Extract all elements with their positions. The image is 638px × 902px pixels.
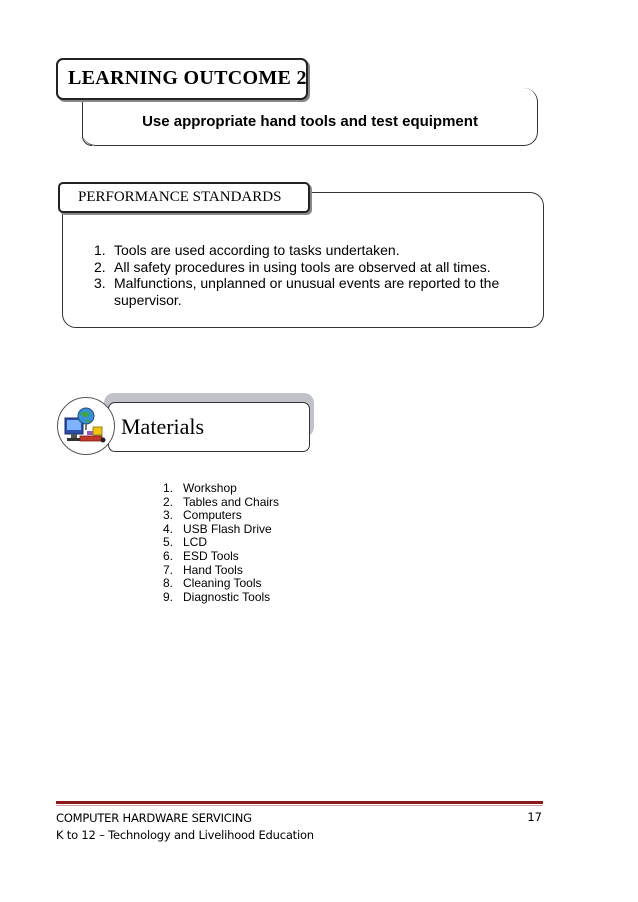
list-item-number: 7. <box>163 562 174 577</box>
list-item <box>163 577 279 591</box>
list-item-number: 1. <box>163 481 174 495</box>
list-item-text: Hand Tools <box>183 562 243 577</box>
footer-rule <box>56 801 543 804</box>
list-item-number: 9. <box>163 589 174 604</box>
list-item-text: Diagnostic Tools <box>183 589 271 604</box>
list-item <box>163 536 279 550</box>
list-item <box>94 275 534 308</box>
performance-standards-list <box>94 242 534 308</box>
page-number: 17 <box>527 810 542 824</box>
list-item <box>163 523 279 537</box>
list-item-text: All safety procedures in using tools are observed at all times. <box>114 258 491 275</box>
learning-outcome-title: LEARNING OUTCOME 2 <box>56 58 308 100</box>
performance-standards-title: PERFORMANCE STANDARDS <box>58 182 310 213</box>
list-item-text: Workshop <box>183 481 237 495</box>
list-item-number: 2. <box>163 494 174 509</box>
list-item-text: Tools are used according to tasks undertaken. <box>114 242 400 258</box>
materials-title: Materials <box>108 402 310 452</box>
list-item-number: 3. <box>94 275 106 292</box>
footer-course: COMPUTER HARDWARE SERVICING <box>56 811 252 825</box>
list-item-number: 5. <box>163 535 174 550</box>
list-item-text: Malfunctions, unplanned or unusual events are reported to the supervisor. <box>114 275 500 308</box>
list-item-text: USB Flash Drive <box>183 521 272 536</box>
list-item-text: Computers <box>183 508 242 523</box>
list-item <box>163 591 279 605</box>
footer-program: K to 12 – Technology and Livelihood Education <box>56 828 314 842</box>
list-item-number: 4. <box>163 521 174 536</box>
footer-rule-thin <box>56 805 543 806</box>
list-item <box>163 550 279 564</box>
learning-outcome-subtitle: Use appropriate hand tools and test equipment <box>142 113 478 130</box>
list-item-text: LCD <box>183 535 208 550</box>
list-item-number: 1. <box>94 242 106 258</box>
list-item <box>163 509 279 523</box>
list-item-text: ESD Tools <box>183 548 239 563</box>
computer-globe-icon <box>57 397 115 455</box>
list-item-text: Tables and Chairs <box>183 494 280 509</box>
list-item-number: 3. <box>163 508 174 523</box>
list-item <box>163 496 279 510</box>
list-item-text: Cleaning Tools <box>183 576 262 591</box>
list-item-number: 6. <box>163 548 174 563</box>
list-item-number: 2. <box>94 258 106 275</box>
footer-text <box>56 810 314 844</box>
materials-list <box>163 482 279 604</box>
list-item <box>94 259 534 276</box>
computer-globe-icon-graphic <box>58 398 114 454</box>
list-item-number: 8. <box>163 576 174 591</box>
list-item <box>94 242 534 259</box>
list-item <box>163 482 279 496</box>
list-item <box>163 564 279 578</box>
